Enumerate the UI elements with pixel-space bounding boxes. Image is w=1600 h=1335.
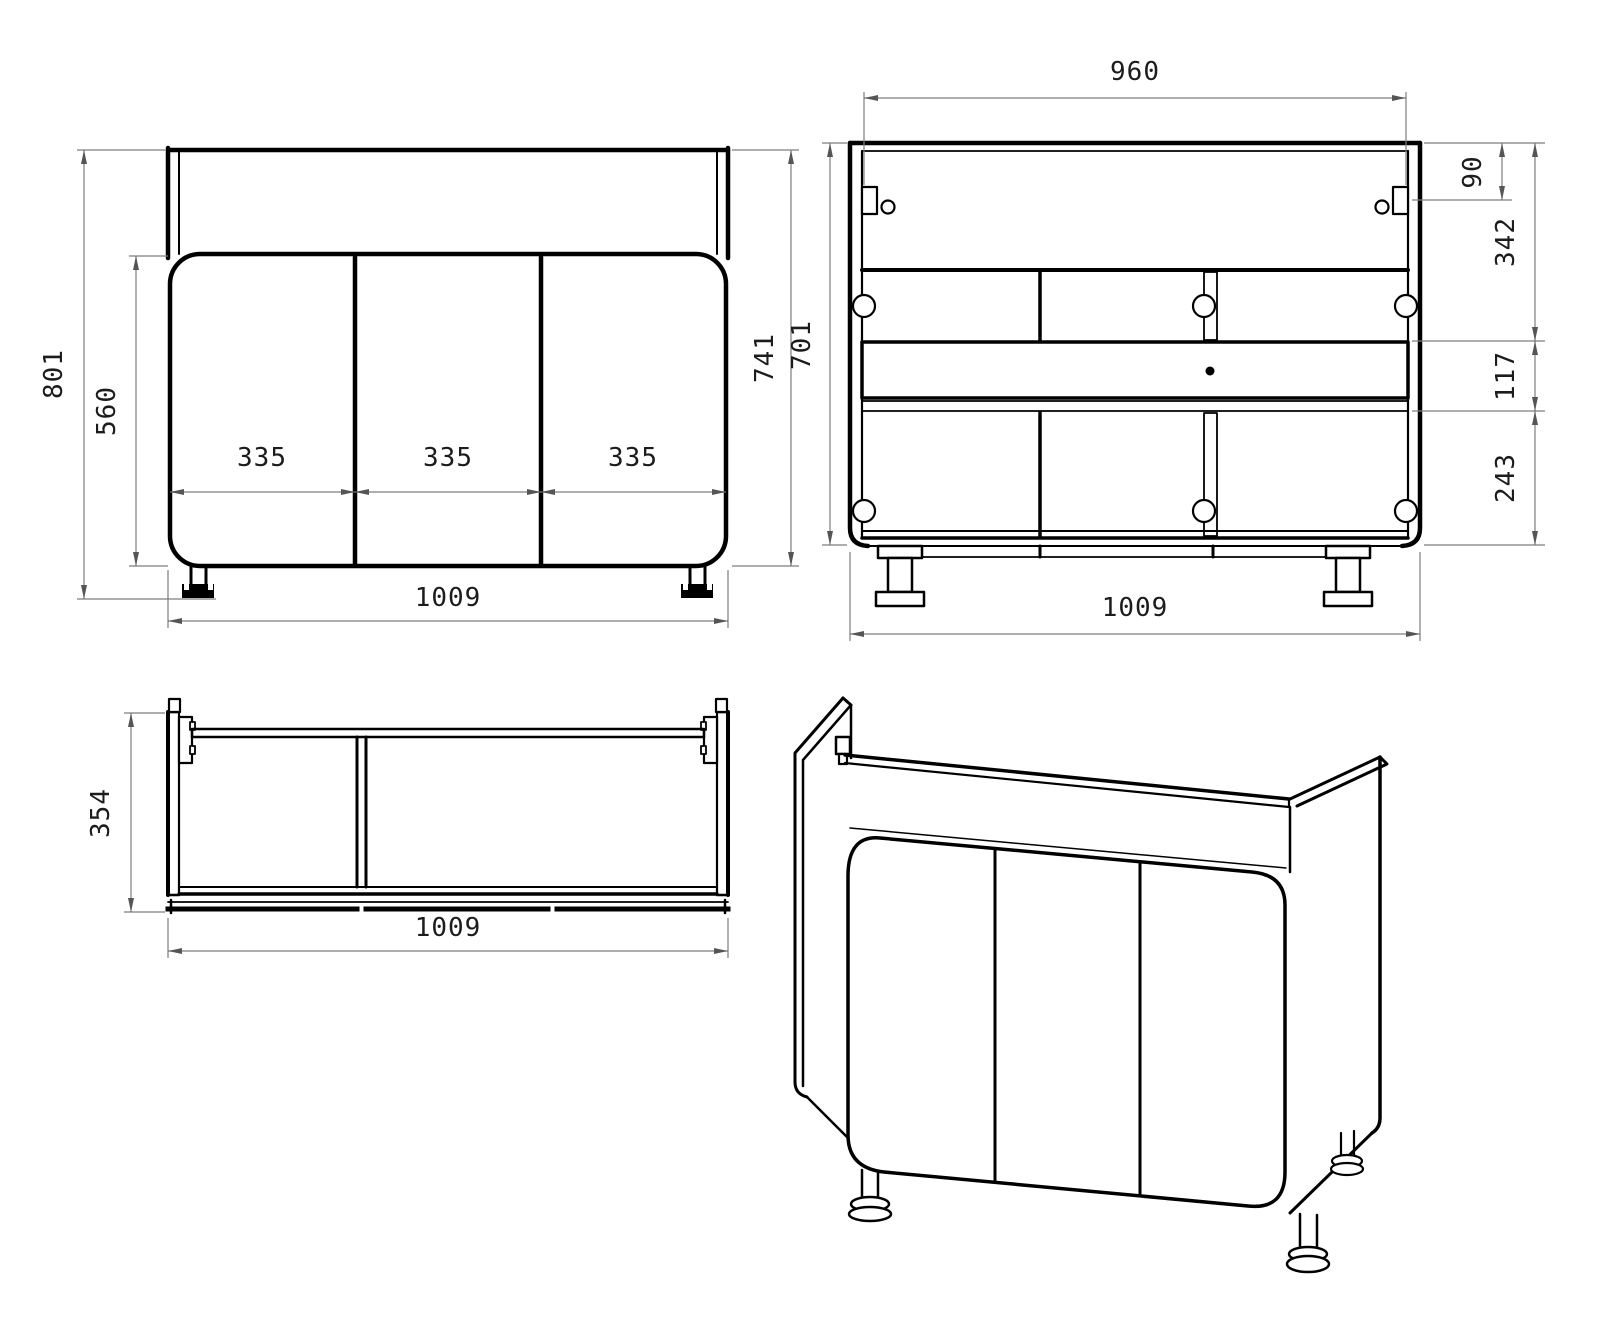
isometric-view [795, 698, 1387, 1272]
dim-front-overall-width: 1009 [414, 583, 482, 613]
dim-rear-upper-section: 342 [1491, 217, 1521, 267]
plan-left-bracket [179, 717, 195, 763]
hinge-hole-left [882, 201, 895, 214]
iso-back-clip [836, 737, 850, 754]
plan-middle-divider [357, 737, 366, 887]
rear-right-hinge [1376, 187, 1409, 214]
iso-left-panel [795, 698, 851, 1138]
rear-shelf-section-hatch [862, 342, 1408, 398]
front-left-foot [182, 566, 214, 598]
dim-rear-lower-section: 243 [1491, 453, 1521, 503]
plan-right-back-tab [716, 699, 727, 712]
rear-system-holes [853, 295, 1417, 522]
plan-right-bracket [701, 717, 717, 763]
hinge-hole-right [1376, 201, 1389, 214]
plan-left-back-tab [169, 699, 180, 712]
iso-right-panel [1290, 757, 1387, 1213]
iso-front-right-foot [1287, 1214, 1329, 1272]
front-view [39, 148, 799, 628]
iso-doors [848, 838, 1285, 1207]
dim-front-overall-height: 801 [39, 349, 69, 399]
dim-front-door-height: 560 [92, 386, 122, 436]
iso-back-right-foot [1331, 1131, 1363, 1175]
plan-back-rail [192, 729, 704, 737]
dim-rear-shelf-thickness: 117 [1491, 351, 1521, 401]
dim-rear-overall-width: 1009 [1101, 593, 1169, 623]
rear-right-foot [1324, 546, 1372, 606]
dim-plan-depth: 354 [86, 788, 116, 838]
dim-front-door-width-2: 335 [423, 443, 473, 473]
rear-shelf-edge-hatch [862, 401, 1408, 411]
front-right-foot [681, 566, 713, 598]
dim-rear-inner-width: 960 [1110, 57, 1160, 87]
rear-shelf-screw-dot [1206, 367, 1215, 376]
rear-left-foot [876, 546, 924, 606]
rear-left-hinge [862, 187, 895, 214]
plan-view [86, 699, 728, 958]
dim-front-body-height: 741 [750, 333, 780, 383]
rear-view [787, 57, 1545, 641]
dim-front-door-width-3: 335 [608, 443, 658, 473]
iso-front-left-foot [849, 1170, 891, 1221]
dim-rear-carcass-height: 701 [787, 320, 817, 370]
dim-front-door-width-1: 335 [237, 443, 287, 473]
dim-plan-overall-width: 1009 [414, 913, 482, 943]
dim-rear-hinge-inset: 90 [1458, 155, 1488, 189]
front-doors-panel [170, 254, 726, 566]
